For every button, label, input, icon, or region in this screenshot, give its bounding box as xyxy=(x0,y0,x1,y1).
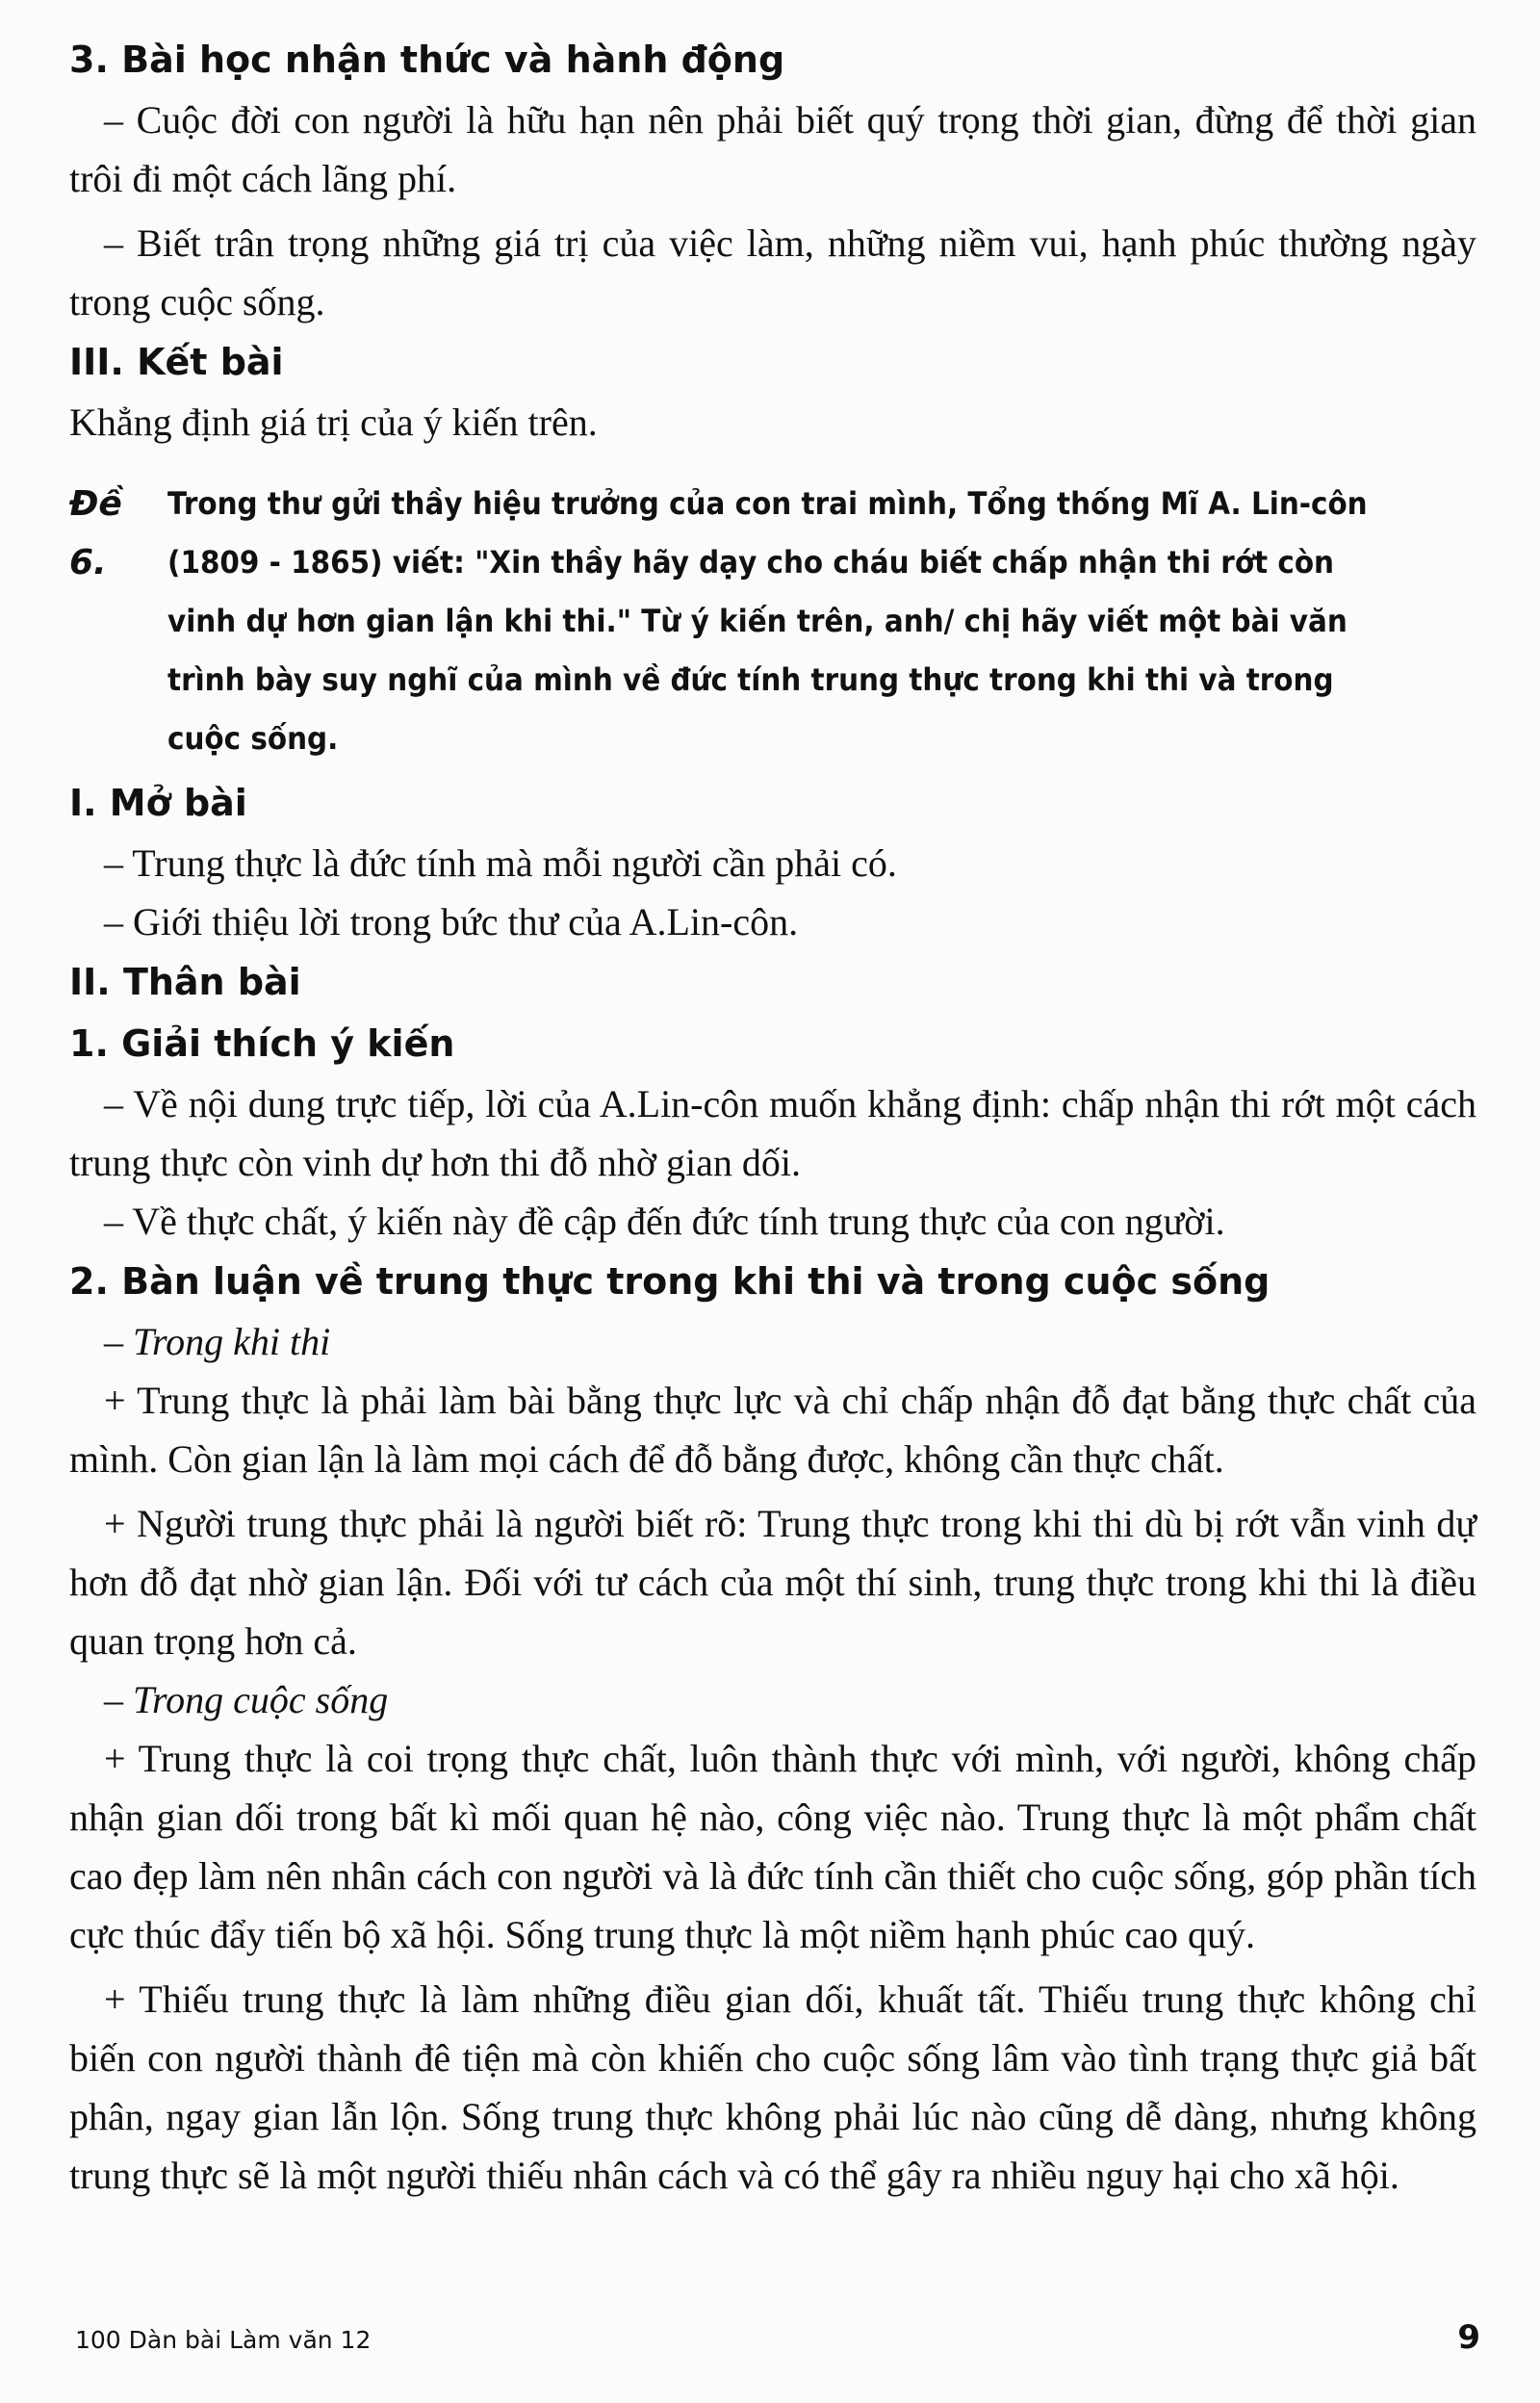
book-title: 100 Dàn bài Làm văn 12 xyxy=(75,2326,372,2354)
paragraph: + Trung thực là phải làm bài bằng thực lực và chỉ chấp nhận đỗ đạt bằng thực chất của mình. Còn gian lận là làm mọi cách để đỗ bằng được, không cần thực chất. xyxy=(69,1379,1476,1481)
exercise-text: Trong thư gửi thầy hiệu trưởng của con trai mình, Tổng thống Mĩ A. Lin-côn (1809 - 1865) viết: "Xin thầy hãy dạy cho cháu biết chấp nhận thi rớt còn vinh dự hơn gian lận khi thi." Từ ý kiến trên, anh/ chị hãy viết một bài văn trình bày suy nghĩ của mình về đức tính trung thực trong khi thi và trong cuộc sống. xyxy=(167,485,1368,757)
paragraph: – Giới thiệu lời trong bức thư của A.Lin-côn. xyxy=(104,900,799,943)
paragraph: – Trung thực là đức tính mà mỗi người cần phải có. xyxy=(104,841,897,885)
section-heading: 2. Bàn luận về trung thực trong khi thi và trong cuộc sống xyxy=(69,1260,1270,1303)
page-content xyxy=(69,29,1476,2205)
page-number: 9 xyxy=(1457,2318,1480,2357)
paragraph: – Cuộc đời con người là hữu hạn nên phải biết quý trọng thời gian, đừng để thời gian trôi đi một cách lãng phí. xyxy=(69,98,1476,200)
section-heading: II. Thân bài xyxy=(69,961,301,1003)
paragraph: – Về thực chất, ý kiến này đề cập đến đức tính trung thực của con người. xyxy=(104,1200,1225,1243)
page-footer xyxy=(75,2318,1480,2357)
paragraph: – Về nội dung trực tiếp, lời của A.Lin-côn muốn khẳng định: chấp nhận thi rớt một cách trung thực còn vinh dự hơn thi đỗ nhờ gian dối. xyxy=(69,1082,1476,1184)
paragraph: – Biết trân trọng những giá trị của việc làm, những niềm vui, hạnh phúc thường ngày trong cuộc sống. xyxy=(69,221,1476,323)
subheading: – Trong cuộc sống xyxy=(104,1678,389,1721)
subheading: – Trong khi thi xyxy=(104,1320,331,1363)
section-heading: 3. Bài học nhận thức và hành động xyxy=(69,39,785,81)
section-heading: I. Mở bài xyxy=(69,782,247,824)
paragraph: Khẳng định giá trị của ý kiến trên. xyxy=(69,400,598,444)
section-heading: III. Kết bài xyxy=(69,341,284,383)
paragraph: + Thiếu trung thực là làm những điều gian dối, khuất tất. Thiếu trung thực không chỉ biến con người thành đê tiện mà còn khiến cho cuộc sống lâm vào tình trạng thực giả bất phân, ngay gian lẫn lộn. Sống trung thực không phải lúc nào cũng dễ dàng, nhưng không trung thực sẽ là một người thiếu nhân cách và có thể gây ra nhiều nguy hại cho xã hội. xyxy=(69,1977,1476,2197)
exercise-label: Đề 6. xyxy=(69,484,122,582)
section-heading: 1. Giải thích ý kiến xyxy=(69,1022,455,1065)
paragraph: + Người trung thực phải là người biết rõ: Trung thực trong khi thi dù bị rớt vẫn vinh dự hơn đỗ đạt nhờ gian lận. Đối với tư cách của một thí sinh, trung thực trong khi thi là điều quan trọng hơn cả. xyxy=(69,1502,1476,1663)
paragraph: + Trung thực là coi trọng thực chất, luôn thành thực với mình, với người, không chấp nhận gian dối trong bất kì mối quan hệ nào, công việc nào. Trung thực là một phẩm chất cao đẹp làm nên nhân cách con người và là đức tính cần thiết cho cuộc sống, góp phần tích cực thúc đẩy tiến bộ xã hội. Sống trung thực là một niềm hạnh phúc cao quý. xyxy=(69,1737,1476,1956)
exercise-prompt xyxy=(69,475,1476,768)
